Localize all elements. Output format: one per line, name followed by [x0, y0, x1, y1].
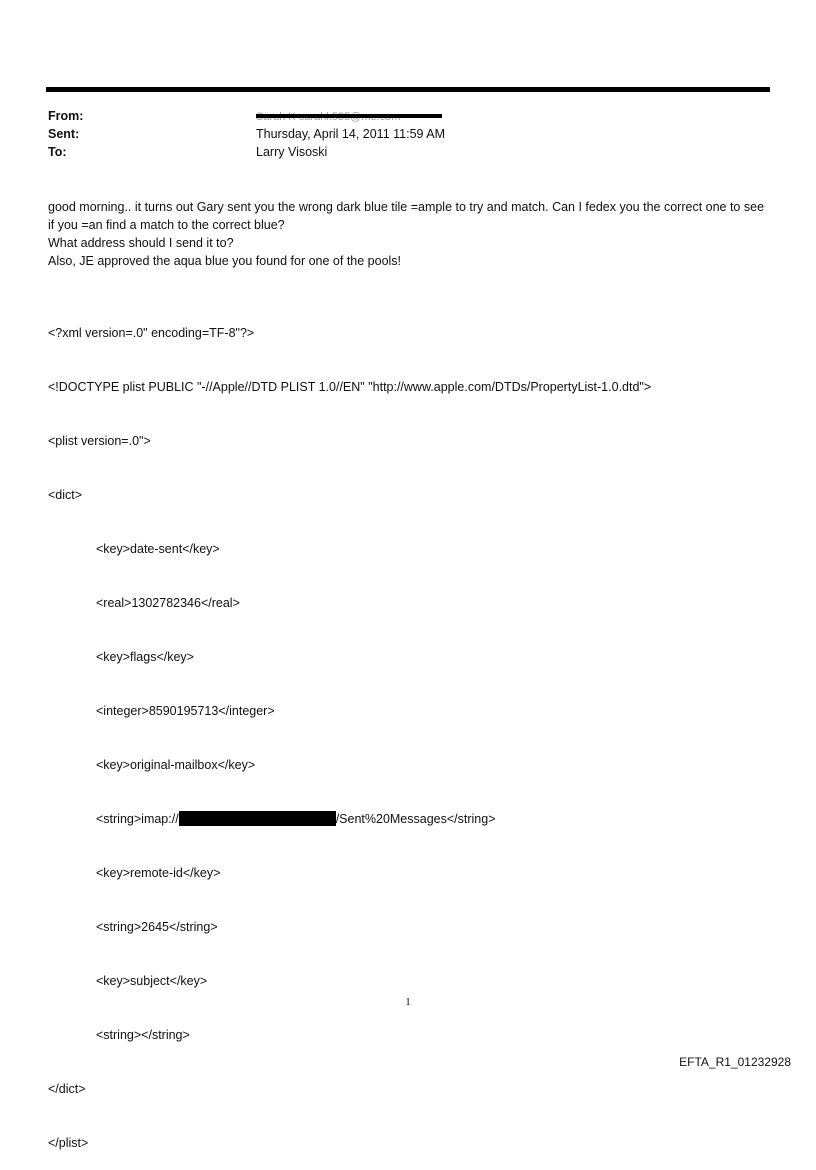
message-paragraph: good morning.. it turns out Gary sent you the wrong dark blue tile =ample to try and match. Can I fedex you the correct one to see if you =an find a match to the correct blue? [48, 200, 765, 232]
plist-line: <key>date-sent</key> [96, 542, 220, 556]
plist-open: <plist version=.0"> [48, 434, 151, 448]
redaction-strike [256, 114, 442, 118]
plist-line-redacted [48, 810, 651, 828]
plist-line: <integer>8590195713</integer> [96, 704, 275, 718]
sent-value: Thursday, April 14, 2011 11:59 AM [256, 127, 446, 141]
plist-line: <key>subject</key> [96, 974, 208, 988]
to-label: To: [48, 145, 67, 159]
xml-declaration: <?xml version=.0" encoding=TF-8"?> [48, 326, 255, 340]
imap-suffix: /Sent%20Messages</string> [335, 812, 496, 826]
plist-line: <key>original-mailbox</key> [96, 758, 256, 772]
from-label: From: [48, 109, 84, 123]
doctype-line: <!DOCTYPE plist PUBLIC "-//Apple//DTD PLIST 1.0//EN" "http://www.apple.com/DTDs/PropertyList-1.0.dtd"> [48, 380, 652, 394]
bates-number: EFTA_R1_01232928 [679, 1055, 791, 1069]
plist-line: <string></string> [96, 1028, 190, 1042]
to-row [48, 143, 445, 161]
from-row [48, 107, 445, 125]
plist-line: <string>2645</string> [96, 920, 218, 934]
plist-line: <key>remote-id</key> [96, 866, 221, 880]
message-line: What address should I send it to? [48, 236, 234, 250]
sent-label: Sent: [48, 127, 80, 141]
sent-row [48, 125, 445, 143]
plist-line: <key>flags</key> [96, 650, 194, 664]
plist-block [48, 288, 651, 1170]
plist-close: </plist> [48, 1136, 89, 1150]
email-header [48, 107, 445, 161]
from-value-redacted [256, 107, 442, 125]
imap-prefix: <string>imap:// [96, 812, 179, 826]
to-value: Larry Visoski [256, 145, 328, 159]
message-line: Also, JE approved the aqua blue you found for one of the pools! [48, 254, 402, 268]
page-number: 1 [405, 996, 411, 1008]
dict-open: <dict> [48, 488, 83, 502]
redaction-box [179, 811, 336, 826]
header-rule [46, 87, 770, 92]
plist-line: <real>1302782346</real> [96, 596, 240, 610]
dict-close: </dict> [48, 1082, 86, 1096]
message-body [48, 198, 772, 270]
